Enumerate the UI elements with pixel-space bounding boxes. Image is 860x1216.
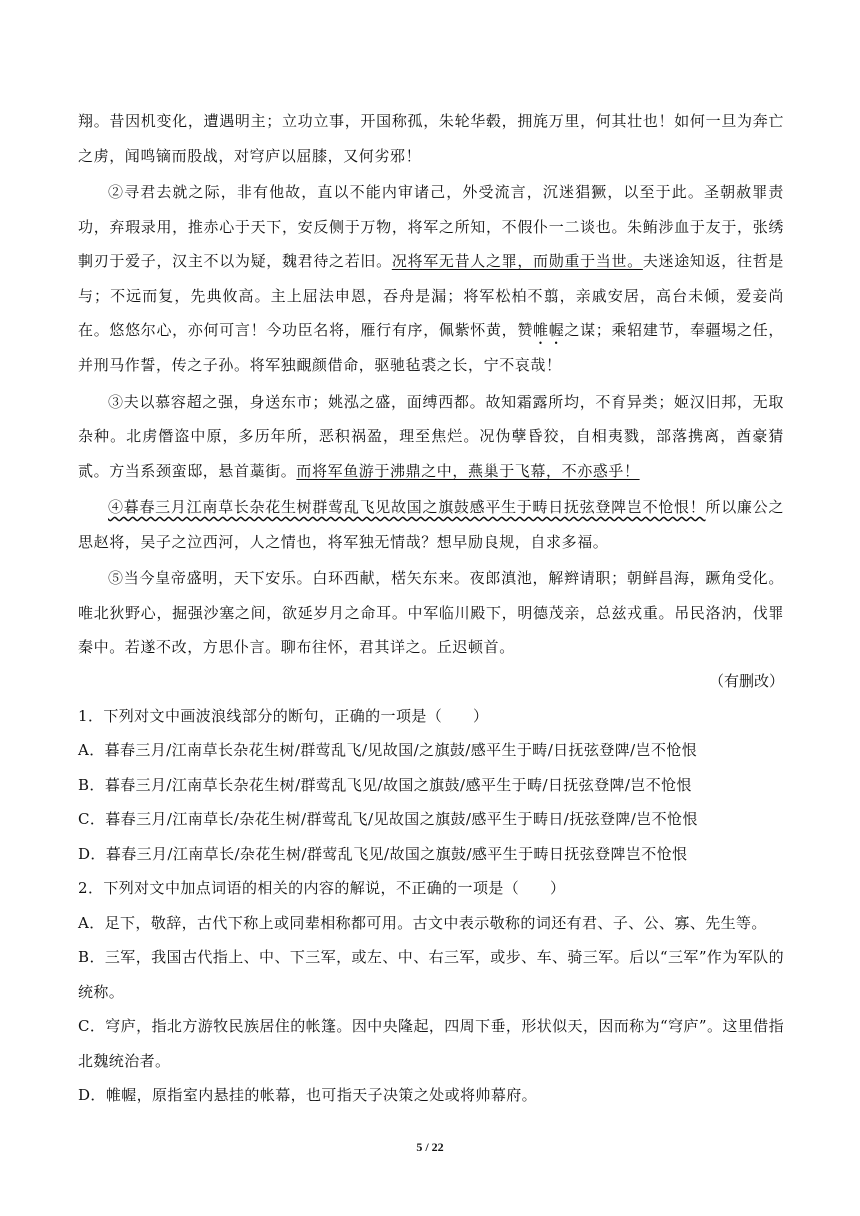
underlined-sentence: 而将军鱼游于沸鼎之中，燕巢于飞幕，不亦惑乎！ bbox=[296, 461, 640, 480]
page-number: 5 / 22 bbox=[416, 1140, 444, 1154]
question-2: 2．下列对文中加点词语的相关的内容的解说，不正确的一项是（ ） bbox=[78, 879, 566, 897]
passage-text: 所以廉公之思赵将，吴子之泣西河，人之情也，将军独无情哉？想早励良规，自求多福。 bbox=[78, 498, 784, 551]
wavy-underlined-sentence: ④暮春三月江南草长杂花生树群莺乱飞见故国之旗鼓感平生于畴日抚弦登陴岂不怆恨！ bbox=[108, 498, 706, 516]
passage-text: 之谋；乘轺建节，奉疆埸之任，并刑马作誓，传之子孙。将军独靦颜借命，驱驰毡裘之长，宁不哀哉！ bbox=[78, 321, 785, 374]
question-1-option-c: C．暮春三月/江南草长/杂花生树/群莺乱飞/见故国之旗鼓/感平生于畴日/抚弦登陴/岂不怆恨 bbox=[78, 810, 698, 828]
passage-paragraph-2 bbox=[78, 175, 784, 383]
dotted-word: 帷幄 bbox=[533, 321, 565, 339]
underlined-sentence: 况将军无昔人之罪，而勋重于当世。 bbox=[391, 252, 643, 270]
question-1-option-b: B．暮春三月/江南草长杂花生树/群莺乱飞见/故国之旗鼓/感平生于畴/日抚弦登陴/岂不怆恨 bbox=[78, 775, 692, 794]
question-1-option-d: D．暮春三月/江南草长/杂花生树/群莺乱飞见/故国之旗鼓/感平生于畴日抚弦登陴岂不怆恨 bbox=[78, 844, 688, 863]
question-2-option-c: C．穹庐，指北方游牧民族居住的帐篷。因中央隆起，四周下垂，形状似天，因而称为“穹庐”。这里借指北魏统治者。 bbox=[78, 1017, 784, 1070]
edit-note: （有删改） bbox=[708, 673, 784, 690]
passage-text: 翔。昔因机变化，遭遇明主；立功立事，开国称孤，朱轮华毂，拥旄万里，何其壮也！如何一旦为奔亡之虏，闻鸣镝而股战，对穹庐以屈膝，又何劣邪！ bbox=[78, 112, 784, 165]
question-2-option-d: D．帷幄，原指室内悬挂的帐幕，也可指天子决策之处或将帅幕府。 bbox=[78, 1086, 538, 1104]
passage-text: ③夫以慕容超之强，身送东市；姚泓之盛，面缚西都。故知霜露所均，不育异类；姬汉旧邦，无取杂种。北虏僭盗中原，多历年所，恶积祸盈，理至焦烂。况伪孽昏狡，自相夷戮，部落携离，酋豪猜贰。方当系颈蛮邸，悬首藁街。 bbox=[78, 392, 784, 480]
document-body bbox=[78, 104, 784, 1113]
passage-text: ②寻君去就之际，非有他故，直以不能内审诸己，外受流言，沉迷猖獗，以至于此。圣朝赦罪责功，弃瑕录用，推赤心于天下，安反侧于万物，将军之所知，不假仆一二谈也。朱鲔涉血于友于，张绣剚刃于爱子，汉主不以为疑，魏君待之若旧。 bbox=[78, 183, 784, 270]
passage-paragraph-5 bbox=[78, 561, 784, 665]
passage-paragraph-4 bbox=[78, 490, 784, 559]
question-1: 1．下列对文中画波浪线部分的断句，正确的一项是（ ） bbox=[78, 706, 489, 725]
passage-paragraph-1 bbox=[78, 104, 784, 173]
question-2-option-a: A．足下，敬辞，古代下称上或同辈相称都可用。古文中表示敬称的词还有君、子、公、寡、先生等。 bbox=[78, 913, 767, 932]
passage-text: ⑤当今皇帝盛明，天下安乐。白环西献，楛矢东来。夜郎滇池，解辫请职；朝鲜昌海，蹶角受化。唯北狄野心，掘强沙塞之间，欲延岁月之命耳。中军临川殿下，明德茂亲，总兹戎重。吊民洛汭，伐罪秦中。若遂不改，方思仆言。聊布往怀，君其详之。丘迟顿首。 bbox=[78, 569, 784, 656]
question-1-option-a: A．暮春三月/江南草长杂花生树/群莺乱飞/见故国/之旗鼓/感平生于畴/日抚弦登陴/岂不怆恨 bbox=[78, 741, 698, 759]
passage-text: 夫迷途知返，往哲是与；不远而复，先典攸高。主上屈法申恩，吞舟是漏；将军松柏不翦，亲戚安居，高台未倾，爱妾尚在。悠悠尔心，亦何可言！今功臣名将，雁行有序，佩紫怀黄，赞 bbox=[78, 252, 784, 339]
question-2-option-b: B．三军，我国古代指上、中、下三军，或左、中、右三军，或步、车、骑三军。后以“三军”作为军队的统称。 bbox=[78, 948, 784, 1001]
passage-paragraph-3 bbox=[78, 385, 784, 489]
